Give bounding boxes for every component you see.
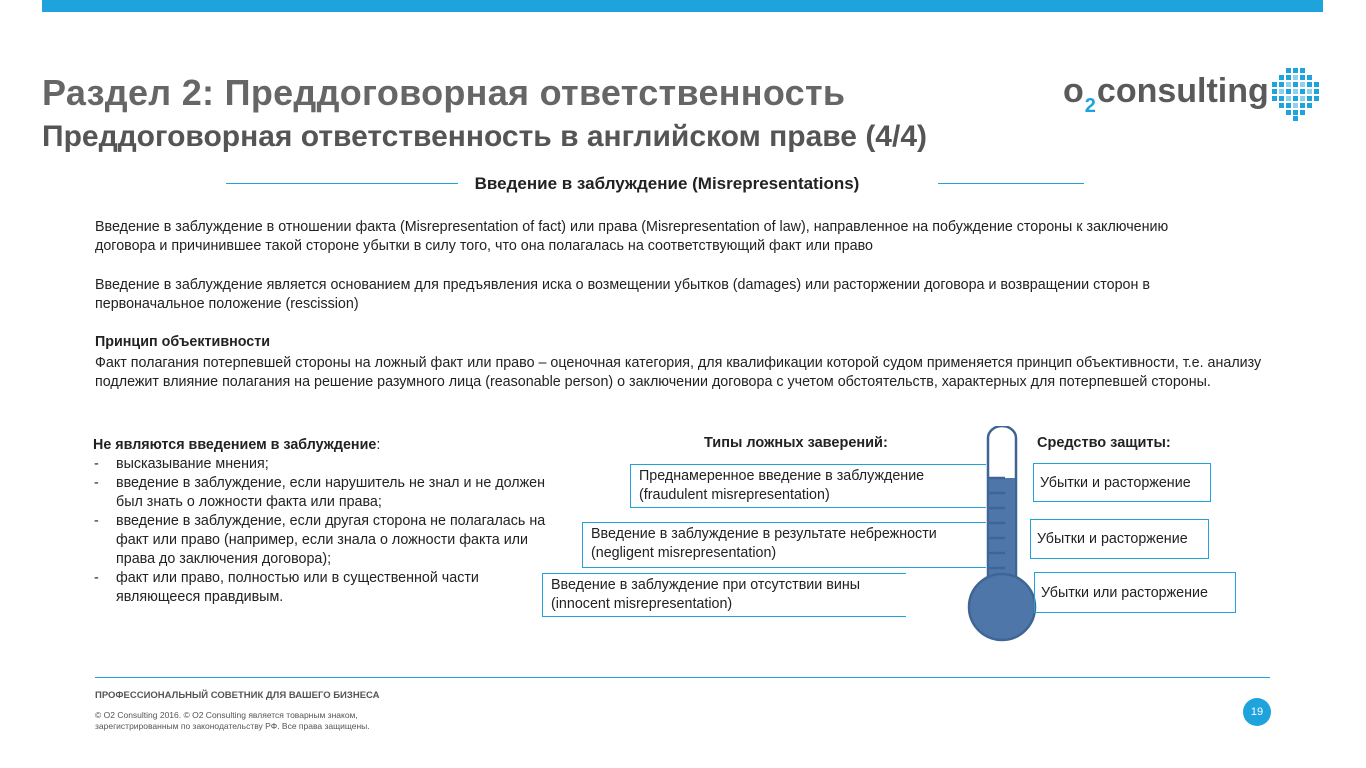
list-item: - введение в заблуждение, если другая сторона не полагалась на факт или право (например, если знала о ложности факта или права до заключения договора);: [93, 512, 553, 569]
remedy-box-innocent: Убытки или расторжение: [1034, 572, 1236, 613]
not-misrepresentation-list: [93, 436, 553, 607]
type-innocent-box: Введение в заблуждение при отсутствии вины (innocent misrepresentation): [542, 573, 906, 617]
thermometer-icon: [966, 426, 1038, 644]
footer-tagline: ПРОФЕССИОНАЛЬНЫЙ СОВЕТНИК ДЛЯ ВАШЕГО БИЗНЕСА: [95, 690, 380, 701]
page-number-badge: 19: [1243, 698, 1271, 726]
type-fraudulent-box: Преднамеренное введение в заблуждение (fraudulent misrepresentation): [630, 464, 986, 508]
footer-copyright: © O2 Consulting 2016. © O2 Consulting является товарным знаком, зарегистрированным по законодательству РФ. Все права защищены.: [95, 710, 370, 731]
company-logo-text: [1063, 72, 1269, 117]
globe-logo-icon: [1270, 66, 1322, 122]
list-item: - введение в заблуждение, если нарушитель не знал и не должен был знать о ложности факта или права;: [93, 474, 553, 512]
top-accent-bar: [42, 0, 1323, 12]
logo-prefix: o: [1063, 72, 1084, 110]
type-negligent-box: Введение в заблуждение в результате небрежности (negligent misrepresentation): [582, 522, 986, 568]
section-heading: Введение в заблуждение (Misrepresentations): [474, 174, 860, 193]
footer-divider: [95, 677, 1270, 678]
definition-paragraph: Введение в заблуждение в отношении факта (Misrepresentation of fact) или права (Misrepresentation of law), направленное на побуждение стороны к заключению договора и причинившее такой стороне убытки в силу того, что она полагалась на соответствующий факт или право: [95, 219, 1169, 254]
remedies-heading: Средство защиты:: [1037, 435, 1171, 451]
logo-subscript: 2: [1084, 95, 1096, 117]
logo-suffix: consulting: [1096, 72, 1269, 110]
remedy-paragraph: Введение в заблуждение является основанием для предъявления иска о возмещении убытков (damages) или расторжении договора и возвращении сторон в первоначальное положение (rescission): [95, 277, 1150, 312]
not-misrepresentation-heading: Не являются введением в заблуждение:: [93, 437, 381, 453]
page-subtitle: Преддоговорная ответственность в английском праве (4/4): [42, 120, 927, 153]
remedy-box-fraudulent: Убытки и расторжение: [1033, 463, 1211, 502]
principle-paragraph: Факт полагания потерпевшей стороны на ложный факт или право – оценочная категория, для квалификации которой судом применяется принцип объективности, т.е. анализу подлежит влияние полагания на решение разумного лица (reasonable person) о заключении договора с учетом обстоятельств, характерных для потерпевшей стороны.: [95, 355, 1262, 390]
page-title: Раздел 2: Преддоговорная ответственность: [42, 72, 846, 113]
list-item: - факт или право, полностью или в существенной части являющееся правдивым.: [93, 569, 553, 607]
remedy-box-negligent: Убытки и расторжение: [1030, 519, 1209, 559]
types-heading: Типы ложных заверений:: [704, 435, 888, 451]
principle-heading: Принцип объективности: [95, 334, 271, 350]
list-item: - высказывание мнения;: [93, 455, 553, 474]
